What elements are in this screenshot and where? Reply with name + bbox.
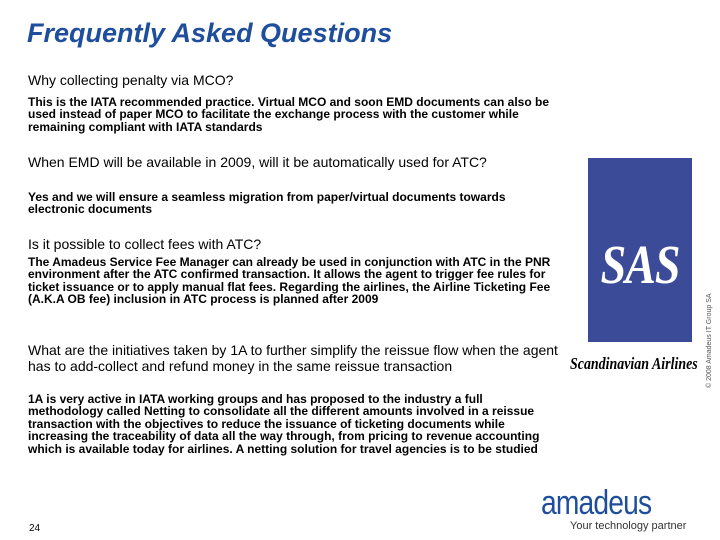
amadeus-tagline: Your technology partner [570,520,687,532]
faq-question-3: Is it possible to collect fees with ATC? [28,236,262,252]
faq-question-1: Why collecting penalty via MCO? [28,72,234,88]
sas-logo-mark: SAS [600,233,680,296]
faq-question-4: What are the initiatives taken by 1A to further simplify the reissue flow when the agent has to add-collect and refund money in the same reissue transaction [28,342,558,374]
faq-question-2: When EMD will be available in 2009, will it be automatically used for ATC? [28,154,487,170]
faq-answer-3: The Amadeus Service Fee Manager can already be used in conjunction with ATC in the PNR environment after the ATC confirmed transaction. It allows the agent to trigger fee rules for ticket issuance or to apply manual flat fees. Regarding the airlines, the Airline Ticketing Fee (A.K.A OB fee) inclusion in ATC process is planned after 2009 [28,255,551,307]
sas-logo [570,158,698,384]
page-title: Frequently Asked Questions [27,18,393,48]
faq-answer-4: 1A is very active in IATA working groups and has proposed to the industry a full methodology called Netting to consolidate all the different amounts involved in a reissue transaction with the objectives to reduce the issuance of ticketing documents while increasing the traceability of data all the way through, from pricing to revenue accounting which is available today for airlines. A netting solution for travel agencies is to be studied [28,392,540,456]
page-number: 24 [29,523,41,534]
sas-logo-name: Scandinavian Airlines [570,354,698,373]
copyright-notice: © 2008 Amadeus IT Group SA [706,293,713,388]
faq-answer-2: Yes and we will ensure a seamless migration from paper/virtual documents towards electronic documents [28,190,506,217]
faq-answer-1: This is the IATA recommended practice. Virtual MCO and soon EMD documents can also be used instead of paper MCO to facilitate the exchange process with the customer while remaining compliant with IATA standards [28,95,549,134]
amadeus-logo: amadeus [541,484,652,522]
